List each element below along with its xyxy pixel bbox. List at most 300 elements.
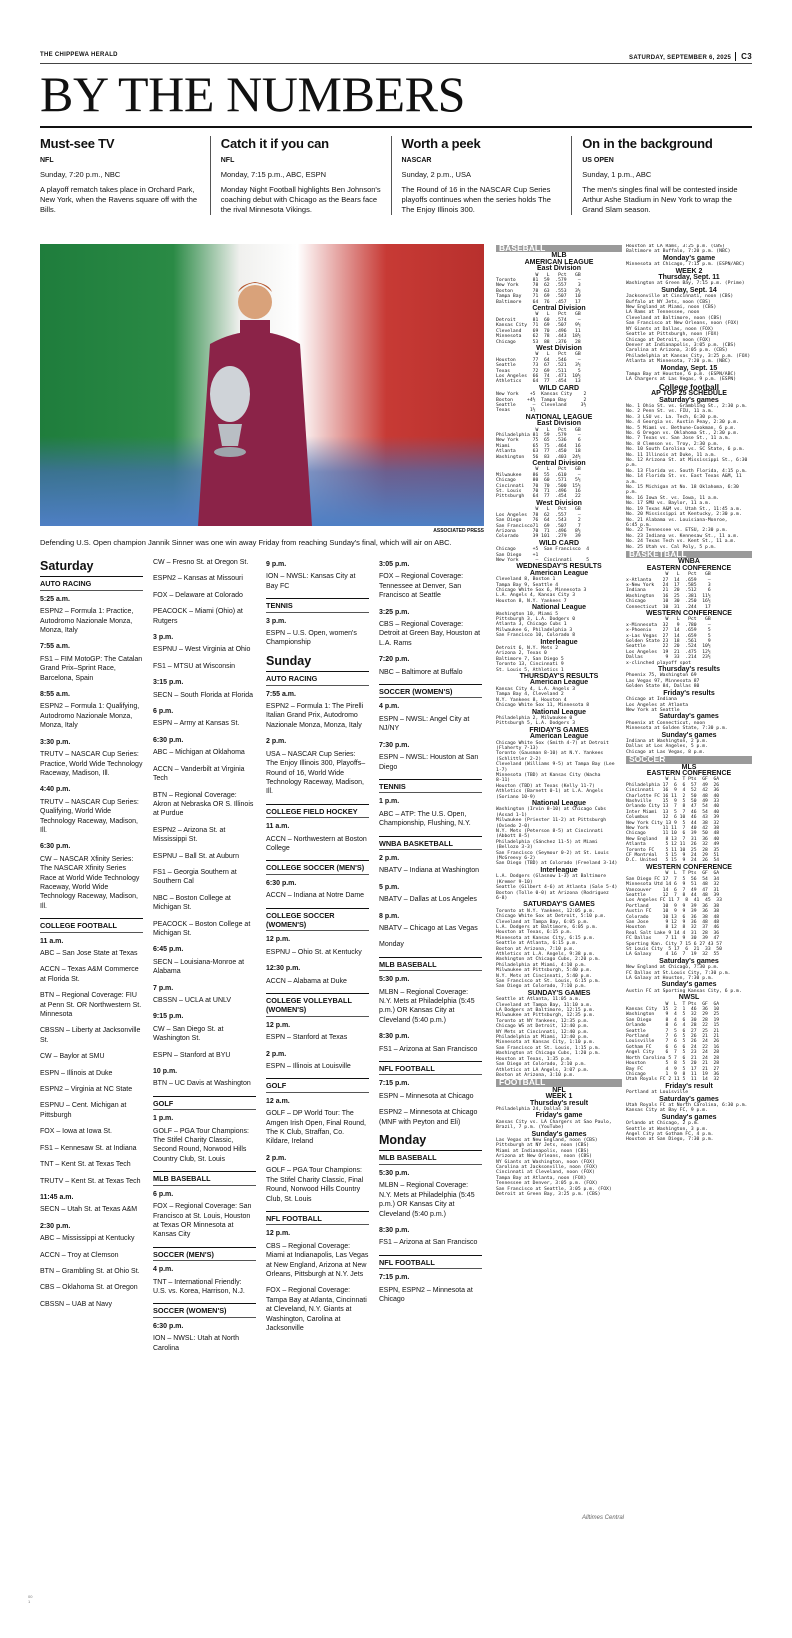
subhead: SATURDAY'S GAMES	[523, 901, 595, 909]
stat-line: Houston 8 12 8 32 37 46	[626, 925, 720, 931]
day-heading: Saturday	[40, 559, 94, 573]
subhead: Sunday's games	[661, 731, 717, 739]
sport-heading: GOLF	[153, 1096, 256, 1110]
stat-line: Cleveland 8, Boston 1	[496, 577, 556, 583]
stat-line: L.A. Angels 4, Kansas City 3	[496, 593, 576, 599]
subhead: National League	[531, 800, 587, 807]
stat-line: Philadelphia 17 6 6 57 49 26	[626, 782, 720, 788]
time-slot: 2 p.m.	[266, 1050, 287, 1058]
listing: FOX – Regional Coverage: Tennessee at Denver, San Francisco at Seattle	[379, 573, 464, 600]
stat-line: D.C. United 5 15 9 24 26 54	[626, 858, 720, 864]
listing: ESPN – Army at Kansas St.	[153, 720, 240, 728]
stat-line: Seattle at Atlanta, 6:15 p.m.	[496, 941, 578, 947]
header-strip	[40, 52, 752, 64]
stat-line: Boston +4½ Tampa Bay 2	[496, 397, 587, 403]
listing: CW – NASCAR Xfinity Series: The NASCAR Xfinity Series Race at World Wide Technology Raceway, World Wide Technology Raceway, Madison, Ill.	[40, 855, 140, 910]
time-slot: 9 p.m.	[266, 561, 287, 568]
item-desc: The Round of 16 in the NASCAR Cup Series playoffs continues when the series holds The The Enjoy Illinois 300.	[401, 185, 551, 214]
stat-line: No. 23 Indiana vs. Kennesaw St., 11 a.m.	[626, 533, 739, 539]
stat-line: Milwaukee 86 55 .610 –	[496, 472, 581, 478]
stat-line: No. 14 Florida St. vs. East Texas A&M, 11	[626, 474, 742, 480]
subhead: Central Division	[532, 460, 586, 468]
sport-heading: COLLEGE VOLLEYBALL (WOMEN'S)	[266, 993, 369, 1017]
stat-line: New York – Cincinnati 5	[496, 557, 590, 563]
stat-line: W L Pct GB	[496, 272, 581, 278]
stat-line: Bay FC 4 9 5 17 21 27	[626, 1066, 720, 1072]
stat-line: Tampa Bay at Atlanta, noon (FOX)	[496, 1175, 587, 1181]
listing: ESPN2 – Arizona St. at Mississippi St.	[153, 826, 226, 844]
item-desc: Monday Night Football highlights Ben Johnson's coaching debut with Chicago as the Bears face the rival Minnesota Vikings.	[220, 185, 381, 214]
time-slot: 9:15 p.m.	[153, 1013, 184, 1021]
stat-line: Toronto 81 59 .579 –	[496, 278, 581, 284]
stat-line: Philadelphia at Miami, 4:10 p.m.	[496, 962, 587, 968]
time-slot: 6:30 p.m.	[40, 843, 71, 851]
sport-heading: NFL FOOTBALL	[266, 1211, 369, 1225]
stat-line: (Bellozo 3-3)	[496, 845, 533, 851]
stat-line: No. 17 SMU vs. Baylor, 11 a.m.	[626, 501, 711, 507]
day-heading: Sunday	[266, 653, 312, 668]
subhead: WEDNESDAY'S RESULTS	[516, 563, 602, 571]
stat-line: No. 19 Texas A&M vs. Utah St., 11:45 a.m.	[626, 506, 742, 512]
stat-line: Seattle 7 5 6 27 25 21	[626, 1028, 720, 1034]
stat-line: (Assad 1-1)	[496, 812, 528, 818]
item-league: US OPEN	[582, 157, 614, 164]
stat-line: Seattle (Gilbert 4-6) at Atlanta (Sale 5-4)	[496, 885, 618, 891]
stat-line: Pittsburgh 5, L.A. Dodgers 3	[496, 721, 576, 727]
time-slot: 5 p.m.	[379, 883, 400, 891]
stat-line: North Carolina 5 7 6 21 24 28	[626, 1055, 720, 1061]
stat-line: Kansas City vs. LA Chargers at Sao Paulo,	[496, 1119, 612, 1125]
item-league: NASCAR	[401, 157, 432, 164]
subhead: Monday's game	[662, 254, 716, 262]
subhead: WESTERN CONFERENCE	[646, 610, 732, 617]
stat-line: Chicago 10 30 .250 16½	[626, 599, 711, 605]
sport-heading: NFL FOOTBALL	[379, 1255, 482, 1269]
stat-line: Texas 72 69 .511 5	[496, 368, 581, 374]
subhead: West Division	[536, 499, 582, 507]
stat-line: New York 11 11 7 40 42 38	[626, 826, 720, 832]
subhead: EASTERN CONFERENCE	[646, 564, 732, 572]
listing: USA – NASCAR Cup Series: The Enjoy Illinois 300, Playoffs–Round of 16, World Wide Technology Raceway, Madison, Ill.	[266, 750, 366, 796]
stat-line: New England 8 13 7 31 36 40	[626, 836, 720, 842]
time-slot: 7:20 p.m.	[379, 656, 410, 664]
sport-heading: SOCCER (MEN'S)	[153, 1247, 256, 1261]
section-title: College football	[659, 382, 719, 392]
time-slot: 7:55 a.m.	[266, 690, 296, 698]
stat-line: x-New York 24 17 .585 3	[626, 582, 711, 588]
listing: NBC – Baltimore at Buffalo	[379, 668, 463, 676]
item-league: NFL	[40, 157, 54, 164]
stat-line: Denver at Indianapolis, 3:05 p.m. (CBS)	[626, 342, 737, 348]
listing: FS1 – Georgia Southern at Southern Cal	[153, 868, 237, 886]
stat-line: Colorado 39 101 .279 39	[496, 534, 581, 540]
stat-line: New York at Seattle	[626, 707, 680, 713]
stat-line: 8-11)	[496, 778, 511, 784]
stat-line: San Francisco at Seattle, 3:05 p.m. (FOX)	[496, 1186, 612, 1192]
listing: ESPN – U.S. Open, women's Championship	[266, 630, 357, 647]
listing: ESPNU – Cent. Michigan at Pittsburgh	[40, 1102, 127, 1119]
time-slot: 2:30 p.m.	[40, 1222, 71, 1230]
stat-line: W L T Pts GF GA	[626, 871, 720, 877]
listing: ESPN2 – Formula 1: Practice, Autodromo Nazionale Monza, Monza, Italy	[40, 608, 134, 635]
listing: ACCN – Troy at Clemson	[40, 1251, 119, 1259]
stat-line: Arizona at New Orleans, noon (CBS)	[496, 1154, 592, 1160]
stat-line: New England at Chicago, 7:30 p.m.	[626, 965, 720, 971]
stat-line: Washington 56 83 .403 24½	[496, 454, 581, 460]
schedule-column	[266, 558, 369, 1340]
item-time: Sunday, 1 p.m., ABC	[582, 170, 652, 179]
stat-line: Houston at Texas, 1:35 p.m.	[496, 1056, 573, 1062]
stat-line: San Diego +1	[496, 552, 539, 558]
sport-heading: TENNIS	[379, 779, 482, 793]
listing: ESPN – Stanford at BYU	[153, 1051, 231, 1059]
stat-line: N.Y. Mets (Peterson 8-5) at Cincinnati	[496, 829, 604, 835]
time-slot: 1 p.m.	[153, 1115, 174, 1123]
stat-line: No. 2 Penn St. vs. FIU, 11 a.m.	[626, 409, 714, 415]
time-slot: 12 p.m.	[266, 1230, 291, 1238]
sport-heading: SOCCER (WOMEN'S)	[379, 684, 482, 698]
time-slot: 8 p.m.	[379, 912, 400, 920]
listing: BTN – Regional Coverage: Akron at Nebraska OR S. Illinois at Purdue	[153, 791, 254, 818]
stat-line: Portland 7 6 5 26 21 21	[626, 1034, 720, 1040]
time-slot: 11 a.m.	[40, 937, 64, 945]
listing: FS1 – FIM MotoGP: The Catalan Grand Prix–Sprint Race, Barcelona, Spain	[40, 655, 143, 682]
stat-line: No. 8 Clemson vs. Troy, 2:30 p.m.	[626, 441, 720, 447]
stat-line: Milwaukee (Priester 11-2) at Pittsburgh	[496, 818, 607, 824]
stat-line: Utah Royals FC 2 11 5 11 14 32	[626, 1077, 720, 1083]
page	[28, 52, 752, 1604]
page-number: C3	[735, 52, 752, 61]
listing: NBATV – Dallas at Los Angeles	[379, 896, 477, 904]
stat-line: Dallas at Los Angeles, 5 p.m.	[626, 744, 708, 750]
listing: ACCN – Northwestern at Boston College	[266, 835, 367, 852]
stat-line: Kansas City at Bay FC, 9 p.m.	[626, 1108, 708, 1114]
stat-line: No. 11 Illinois at Duke, 11 a.m.	[626, 452, 717, 458]
stat-line: Minnesota at Kansas City, 6:15 p.m.	[496, 935, 595, 941]
stat-line: (Schlittler 2-2)	[496, 756, 542, 762]
time-slot: 11:45 a.m.	[40, 1193, 74, 1201]
stat-line: W L Pct GB	[496, 507, 581, 513]
sport-heading: WNBA BASKETBALL	[379, 836, 482, 850]
stat-line: Chicago +5 San Francisco 4	[496, 547, 590, 553]
stat-line: (Soriano 10-9)	[496, 794, 536, 800]
stat-line: NY Giants at Dallas, noon (FOX)	[626, 326, 714, 332]
stat-line: New England at Miami, noon (CBS)	[626, 305, 717, 311]
stat-line: FC Dallas at St.Louis City, 7:30 p.m.	[626, 970, 731, 976]
stat-line: Chicago at Detroit, noon (FOX)	[626, 337, 711, 343]
stat-line: San Diego 8 4 6 30 28 19	[626, 1017, 720, 1023]
stat-line: Buffalo at NY Jets, noon (CBS)	[626, 299, 711, 305]
stat-line: Minnesota Utd 14 6 9 51 48 32	[626, 882, 720, 888]
stat-line: Angel City at Gotham FC, 4 p.m.	[626, 1131, 714, 1137]
listing: CW – Fresno St. at Oregon St.	[153, 559, 249, 566]
sport-heading: COLLEGE FIELD HOCKEY	[266, 804, 369, 818]
subhead: WILD CARD	[538, 384, 580, 392]
stat-line: x-Minnesota 32 9 .780 –	[626, 622, 711, 628]
listing: ION – NWSL: Utah at North Carolina	[153, 1335, 239, 1352]
subhead: FRIDAY'S GAMES	[529, 726, 589, 734]
stat-line: L.A. Dodgers at Baltimore, 6:05 p.m.	[496, 924, 598, 930]
time-slot: 7:55 a.m.	[40, 643, 70, 651]
listing: FOX – Regional Coverage: Tampa Bay at Atlanta, Cincinnati at Cleveland, N.Y. Giants at Washington, Carolina at Jacksonville	[266, 1287, 367, 1332]
stat-line: Boston at Arizona, 3:10 p.m.	[496, 1072, 576, 1078]
stat-line: Carolina at Jacksonville, noon (FOX)	[496, 1165, 598, 1170]
stat-line: Philadelphia at Miami, 12:40 p.m.	[496, 1035, 590, 1041]
title-rule	[40, 126, 752, 128]
listing: TRUTV – Kent St. at Texas Tech	[40, 1177, 141, 1185]
stat-line: Los Angeles 66 74 .471 10½	[496, 373, 581, 379]
listing: FS1 – Arizona at San Francisco	[379, 1045, 478, 1053]
stat-line: Baltimore at Buffalo, 7:20 p.m. (NBC)	[626, 249, 731, 255]
stat-line: Las Vegas 97, Minnesota 87	[626, 678, 700, 684]
stat-line: Milwaukee 6, Philadelphia 3	[496, 627, 573, 633]
stat-line: No. 24 Texas Tech vs. Kent St., 11 a.m.	[626, 539, 737, 545]
stat-line: Los Angeles at Atlanta	[626, 702, 689, 708]
stat-line: Atlanta 5 12 11 26 32 49	[626, 842, 720, 848]
stat-line: No. 5 Miami vs. Bethune-Cookman, 6 p.m.	[626, 425, 737, 431]
stat-line: Tampa Bay 71 69 .507 10	[496, 294, 581, 300]
section-banner: BASEBALL	[496, 245, 622, 252]
listing: MLBN – Regional Coverage: N.Y. Mets at Philadelphia (5:45 p.m.) OR Kansas City at Cleveland (5:40 p.m.)	[379, 988, 475, 1024]
stat-line: Cleveland at Baltimore, noon (CBS)	[626, 315, 722, 321]
section-banner: SOCCER	[626, 756, 752, 763]
subhead: AMERICAN LEAGUE	[524, 258, 594, 266]
stat-line: Angel City 6 7 5 23 24 28	[626, 1050, 720, 1056]
subhead: WEEK 1	[545, 1093, 573, 1101]
code-line: 00	[28, 1594, 33, 1599]
stat-line: W L Pct GB	[626, 572, 711, 578]
stat-line: CF Montréal 5 15 9 24 29 51	[626, 853, 720, 859]
listing: PEACOCK – Miami (Ohio) at Rutgers	[153, 608, 243, 625]
stat-line: No. 4 Georgia vs. Austin Peay, 2:30 p.m.	[626, 420, 739, 426]
stat-line: Chicago White Sox at Detroit, 5:10 p.m.	[496, 914, 607, 920]
time-slot: 4:40 p.m.	[40, 786, 71, 794]
subhead: Saturday's games	[659, 957, 719, 965]
listing: TNT – International Friendly: U.S. vs. Korea, Harrison, N.J.	[153, 1278, 245, 1295]
listing: SECN – Louisiana-Monroe at Alabama	[153, 958, 245, 976]
stat-line: Utah Royals FC at North Carolina, 6:30 p.m.	[626, 1102, 748, 1108]
stat-line: L.A. Dodgers (Glasnow 1-3) at Baltimore	[496, 874, 607, 880]
stat-line: Los Angeles 19 21 .475 12½	[626, 649, 711, 655]
subhead: NWSL	[678, 994, 700, 1002]
time-slot: 4 p.m.	[153, 1266, 174, 1274]
subhead: THURSDAY'S RESULTS	[519, 673, 599, 681]
time-slot: 7:15 p.m.	[379, 1080, 410, 1088]
subhead: Sunday's games	[661, 1113, 717, 1121]
photo-credit: ASSOCIATED PRESS	[433, 528, 484, 534]
time-slot: 7:15 p.m.	[379, 1274, 410, 1282]
stat-line: Toronto FC 5 11 10 25 28 35	[626, 847, 720, 853]
stat-line: Houston at LA Rams, 3:25 p.m. (CBS)	[626, 244, 725, 249]
stat-line: No. 1 Ohio St. vs. Grambling St., 2:30 p.m.	[626, 403, 748, 409]
stat-line: Nashville 15 9 5 50 49 33	[626, 799, 720, 804]
listing: ACCN – Alabama at Duke	[266, 977, 347, 985]
time-slot: 5:30 p.m.	[379, 976, 410, 984]
stat-line: Chicago WS at Detroit, 12:40 p.m.	[496, 1024, 590, 1030]
stat-line: (Abbott 8-5)	[496, 834, 530, 840]
stat-line: Houston 77 64 .546 –	[496, 357, 581, 363]
stat-line: San Diego 76 64 .543 2	[496, 518, 581, 524]
stat-line: Dallas 9 33 .214 23½	[626, 655, 711, 661]
subhead: WESTERN CONFERENCE	[646, 863, 732, 871]
stat-line: Boston at Arizona, 7:10 p.m.	[496, 946, 576, 952]
stat-line: Cleveland 69 70 .496 11	[496, 328, 581, 334]
listing: GOLF – PGA Tour Champions: The Stifel Charity Classic, Final Round, Norwood Hills Country Club, St. Louis	[266, 1167, 364, 1203]
stat-line: W L Pct GB	[626, 617, 711, 623]
stat-line: Jacksonville at Cincinnati, noon (CBS)	[626, 294, 734, 300]
listing: SECN – South Florida at Florida	[153, 691, 253, 699]
stat-line: No. 7 Texas vs. San Jose St., 11 a.m.	[626, 436, 731, 442]
listing: CW – Baylor at SMU	[40, 1053, 105, 1061]
time-slot: 2 p.m.	[266, 1154, 287, 1162]
time-slot: 8:55 a.m.	[40, 691, 70, 699]
stat-line: Pittsburgh at NY Jets, noon (CBS)	[496, 1143, 590, 1149]
sport-heading: MLB BASEBALL	[379, 1150, 482, 1164]
listing: Monday	[379, 941, 404, 949]
listing: ACCN – Vanderbilt at Virginia Tech	[153, 765, 245, 783]
stat-line: Cincinnati at Cleveland, noon (FOX)	[496, 1170, 595, 1176]
listing: ESPN2 – Minnesota at Chicago (MNF with Peyton and Eli)	[379, 1109, 478, 1126]
stat-line: Chicago White Sox 11, Minnesota 8	[496, 703, 590, 709]
stat-line: p.m.	[626, 463, 638, 469]
stat-line: LA Rams at Tennessee, noon	[626, 310, 700, 316]
subhead: West Division	[536, 344, 582, 352]
listing: ESPN2 – Kansas at Missouri	[153, 575, 243, 583]
must-see-item	[571, 136, 752, 215]
listing: PEACOCK – Boston College at Michigan St.	[153, 920, 251, 937]
listing: NBC – Boston College at Michigan St.	[153, 894, 231, 912]
stat-line: Miami 65 75 .464 16	[496, 443, 581, 449]
listing: TNT – Kent St. at Texas Tech	[40, 1161, 131, 1169]
stat-line: No. 15 Michigan at No. 18 Oklahoma, 6:30	[626, 485, 739, 491]
subhead: MLS	[681, 763, 697, 771]
stat-line: Seattle 12 7 8 44 48 39	[626, 892, 720, 898]
stat-line: Houston 5 8 5 20 21 28	[626, 1061, 720, 1067]
listing: ACCN – Indiana at Notre Dame	[266, 892, 365, 900]
stat-line: NY Giants at Washington, noon (FOX)	[496, 1159, 595, 1165]
stat-line: No. 13 Florida vs. South Florida, 4:15 p.m.	[626, 468, 748, 474]
stat-line: Tennessee at Denver, 3:05 p.m. (FOX)	[496, 1181, 598, 1187]
schedule-column	[153, 558, 256, 1360]
time-slot: 12:30 p.m.	[266, 965, 301, 973]
stat-line: LA Chargers at Las Vegas, 9 p.m. (ESPN)	[626, 377, 737, 383]
item-time: Sunday, 2 p.m., USA	[401, 170, 471, 179]
stat-line: San Francisco71 69 .507 7	[496, 523, 581, 529]
stat-line: Athletics (Barnett 0-1) at L.A. Angels	[496, 789, 604, 795]
stat-line: Seattle 73 67 .521 3½	[496, 363, 581, 369]
sport-heading: NFL FOOTBALL	[379, 1061, 482, 1075]
subhead: WNBA	[678, 558, 700, 566]
stat-line: Austin FC at Sporting Kansas City, 6 p.m.	[626, 988, 742, 994]
stat-line: Tampa Bay 4, Cleveland 2	[496, 692, 564, 698]
stat-line: Seattle at Atlanta, 11:05 a.m.	[496, 997, 581, 1003]
stat-line: Chicago 1 9 8 11 19 36	[626, 1071, 720, 1077]
time-slot: 5:25 a.m.	[40, 595, 70, 603]
paper-name: THE CHIPPEWA HERALD	[40, 52, 118, 58]
stat-line: Washington at Chicago Cubs, 2:20 p.m.	[496, 957, 601, 963]
news-photo	[40, 244, 484, 526]
must-see-item	[391, 136, 572, 215]
subhead: AP TOP 25 SCHEDULE	[651, 390, 727, 398]
subhead: Thursday's results	[658, 666, 720, 674]
time-slot: 3:15 p.m.	[153, 679, 184, 687]
listing: BTN – Regional Coverage: FIU at Penn St. OR Northwestern St. Minnesota	[40, 992, 142, 1019]
subhead: Central Division	[532, 305, 586, 313]
stat-line: New York City 13 9 5 44 38 32	[626, 820, 720, 826]
listing: CBSSN – UCLA at UNLV	[153, 997, 232, 1004]
schedule-column	[40, 558, 143, 1316]
stat-line: Vancouver 14 6 7 49 47 31	[626, 887, 720, 893]
listing: CBSSN – Liberty at Jacksonville St.	[40, 1027, 141, 1044]
stat-line: Minnesota at Kansas City, 1:10 p.m.	[496, 1040, 595, 1046]
stat-line: Toronto 13, Cincinnati 9	[496, 662, 564, 668]
stat-line: (Flaherty 7-13)	[496, 745, 539, 751]
stat-line: Atlanta 63 77 .450 18	[496, 449, 581, 455]
stat-line: Houston 8, N.Y. Yankees 7	[496, 598, 567, 604]
listing: ESPN – Illinois at Duke	[40, 1069, 113, 1077]
sport-heading: COLLEGE SOCCER (WOMEN'S)	[266, 908, 369, 932]
stat-line: Indiana at Washington, 2 p.m.	[626, 738, 708, 744]
listing: GOLF – DP World Tour: The Amgen Irish Open, Final Round, The K Club, Straffan, Co. Kildare, Ireland	[266, 1110, 366, 1146]
sport-heading: COLLEGE SOCCER (MEN'S)	[266, 860, 369, 874]
stat-line: San Francisco 10, Colorado 8	[496, 633, 576, 639]
subhead: WILD CARD	[538, 539, 580, 547]
stat-line: Athletics at L.A. Angels, 9:38 p.m.	[496, 951, 595, 957]
stat-line: Tampa Bay at Houston, 6 p.m. (ESPN/ABC)	[626, 371, 737, 377]
time-slot: 7:30 p.m.	[379, 741, 410, 749]
stat-line: Cincinnati 16 9 4 52 42 36	[626, 788, 720, 794]
stat-line: Minnesota 62 78 .443 18½	[496, 334, 581, 340]
stat-line: Golden State 23 18 .561 9	[626, 639, 711, 645]
stat-line: Pittsburgh 3, L.A. Dodgers 0	[496, 617, 576, 622]
listing: ESPN2 – Formula 1: The Pirelli Italian Grand Prix, Autodromo Nazionale Monza, Monza, Italy	[266, 703, 364, 729]
stat-line: San Jose 9 12 9 36 48 48	[626, 919, 720, 925]
time-slot: 6:30 p.m.	[266, 879, 297, 887]
subhead: American League	[529, 569, 589, 577]
standings-column	[496, 244, 625, 1524]
stat-line: San Francisco (Seymour 0-2) at St. Louis	[496, 850, 609, 856]
listing: ESPNU – West Virginia at Ohio	[153, 646, 251, 654]
stat-line: Washington 10, Miami 5	[496, 611, 559, 617]
stat-line: Detroit 81 60 .574 –	[496, 317, 581, 323]
stat-line: W L Pct GB	[496, 427, 581, 433]
stat-line: 6-8)	[496, 895, 508, 901]
stat-line: Cleveland at Tampa Bay, 11:10 a.m.	[496, 1002, 592, 1008]
listing: SECN – Utah St. at Texas A&M	[40, 1206, 138, 1214]
stat-line: No. 6 Oregon vs. Oklahoma St., 2:30 p.m.	[626, 431, 739, 436]
stat-line: Seattle – Cleveland 3½	[496, 402, 587, 408]
subhead: NFL	[552, 1086, 566, 1094]
listing: TRUTV – NASCAR Cup Series: Practice, World Wide Technology Raceway, Madison, Ill.	[40, 751, 143, 777]
stat-line: Louisville 7 6 5 26 24 26	[626, 1039, 720, 1045]
listing: ESPN – Minnesota at Chicago	[379, 1092, 474, 1100]
stat-line: Gotham FC 6 6 6 24 22 16	[626, 1044, 720, 1050]
stat-line: LA Galaxy 4 16 7 19 32 55	[626, 952, 720, 958]
time-slot: 12 p.m.	[266, 936, 291, 944]
subhead: Thursday, Sept. 11	[658, 274, 720, 282]
stat-line: Chicago 80 60 .571 5½	[496, 478, 581, 484]
listing: FOX – Delaware at Colorado	[153, 591, 243, 599]
stat-line: Arizona 70 71 .496 8½	[496, 528, 581, 534]
subhead: National League	[531, 708, 587, 716]
listing: BTN – Grambling St. at Ohio St.	[40, 1267, 140, 1275]
must-see-item	[210, 136, 391, 215]
stat-line: Portland at Louisville	[626, 1090, 689, 1096]
stat-line: FC Dallas 7 11 9 30 39 47	[626, 936, 720, 942]
item-desc: The men's singles final will be contested inside Arthur Ashe Stadium in New York to wrap the Grand Slam season.	[582, 185, 738, 214]
tv-schedule	[40, 558, 484, 1618]
sport-heading: AUTO RACING	[40, 576, 143, 590]
